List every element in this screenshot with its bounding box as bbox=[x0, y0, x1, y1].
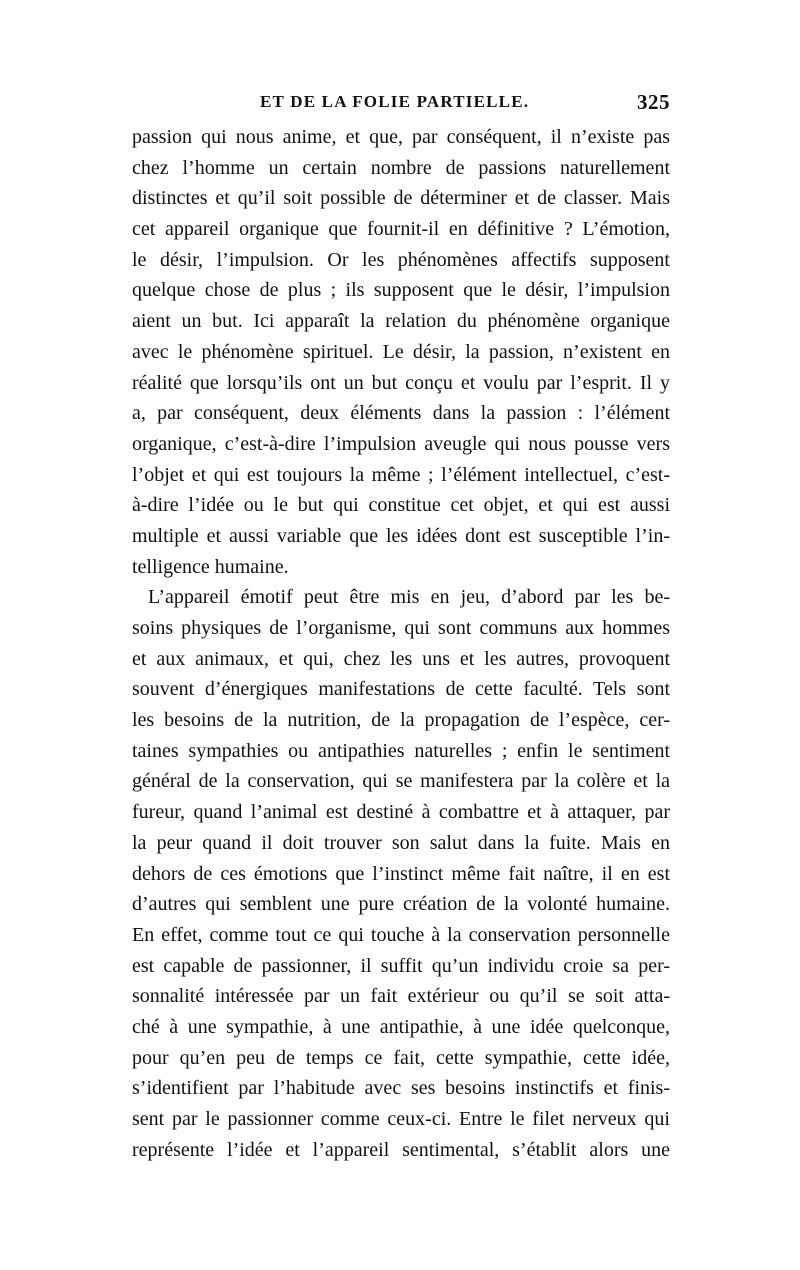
text-line: taines sympathies ou antipathies naturelles ; enfin le sentiment bbox=[132, 739, 670, 762]
text-line: cet appareil organique que fournit-il en définitive ? L’émotion, bbox=[132, 218, 670, 241]
text-line: s’identifient par l’habitude avec ses besoins instinctifs et finis- bbox=[132, 1077, 670, 1100]
running-head bbox=[132, 92, 670, 122]
text-line: et aux animaux, et qui, chez les uns et les autres, provoquent bbox=[132, 647, 670, 670]
text-line: souvent d’énergiques manifestations de cette faculté. Tels sont bbox=[132, 678, 670, 701]
text-line: ché à une sympathie, à une antipathie, à une idée quelconque, bbox=[132, 1015, 670, 1038]
paragraph-first-line: L’appareil émotif peut être mis en jeu, d’abord par les be- bbox=[148, 586, 670, 609]
text-line: aient un but. Ici apparaît la relation du phénomène organique bbox=[132, 310, 670, 333]
text-line: passion qui nous anime, et que, par conséquent, il n’existe pas bbox=[132, 126, 670, 148]
body-text bbox=[132, 122, 670, 1165]
text-line: avec le phénomène spirituel. Le désir, la passion, n’existent en bbox=[132, 340, 670, 363]
text-line: fureur, quand l’animal est destiné à combattre et à attaquer, par bbox=[132, 801, 670, 824]
running-head-title: ET DE LA FOLIE PARTIELLE. bbox=[260, 92, 530, 111]
text-line: les besoins de la nutrition, de la propagation de l’espèce, cer- bbox=[132, 709, 670, 732]
text-line: organique, c’est-à-dire l’impulsion aveugle qui nous pousse vers bbox=[132, 432, 670, 455]
text-line: soins physiques de l’organisme, qui sont communs aux hommes bbox=[132, 617, 670, 639]
text-line: l’objet et qui est toujours la même ; l’élément intellectuel, c’est- bbox=[132, 463, 670, 486]
text-line: général de la conservation, qui se manifestera par la colère et la bbox=[132, 770, 670, 793]
text-line: distinctes et qu’il soit possible de déterminer et de classer. Mais bbox=[132, 187, 670, 210]
text-line: En effet, comme tout ce qui touche à la conservation personnelle bbox=[132, 923, 670, 946]
text-line: a, par conséquent, deux éléments dans la passion : l’élément bbox=[132, 402, 670, 425]
paragraph-end-line: telligence humaine. bbox=[132, 555, 289, 578]
text-line: est capable de passionner, il suffit qu’un individu croie sa per- bbox=[132, 954, 670, 977]
text-line: d’autres qui semblent une pure création de la volonté humaine. bbox=[132, 893, 670, 916]
text-line: dehors de ces émotions que l’instinct même fait naître, il en est bbox=[132, 862, 670, 885]
text-line: représente l’idée et l’appareil sentimental, s’établit alors une bbox=[132, 1138, 670, 1161]
text-line: quelque chose de plus ; ils supposent que le désir, l’impulsion bbox=[132, 279, 670, 302]
text-line: multiple et aussi variable que les idées dont est susceptible l’in- bbox=[132, 524, 670, 547]
text-line: à-dire l’idée ou le but qui constitue cet objet, et qui est aussi bbox=[132, 494, 670, 517]
text-line: le désir, l’impulsion. Or les phénomènes affectifs supposent bbox=[132, 248, 670, 271]
text-line: la peur quand il doit trouver son salut dans la fuite. Mais en bbox=[132, 831, 670, 854]
text-line: sonnalité intéressée par un fait extérieur ou qu’il se soit atta- bbox=[132, 985, 670, 1008]
text-line: réalité que lorsqu’ils ont un but conçu et voulu par l’esprit. Il y bbox=[132, 371, 670, 394]
text-line: sent par le passionner comme ceux-ci. Entre le filet nerveux qui bbox=[132, 1108, 670, 1130]
page-number: 325 bbox=[637, 90, 670, 114]
text-line: pour qu’en peu de temps ce fait, cette sympathie, cette idée, bbox=[132, 1046, 670, 1069]
text-line: chez l’homme un certain nombre de passions naturellement bbox=[132, 156, 670, 179]
